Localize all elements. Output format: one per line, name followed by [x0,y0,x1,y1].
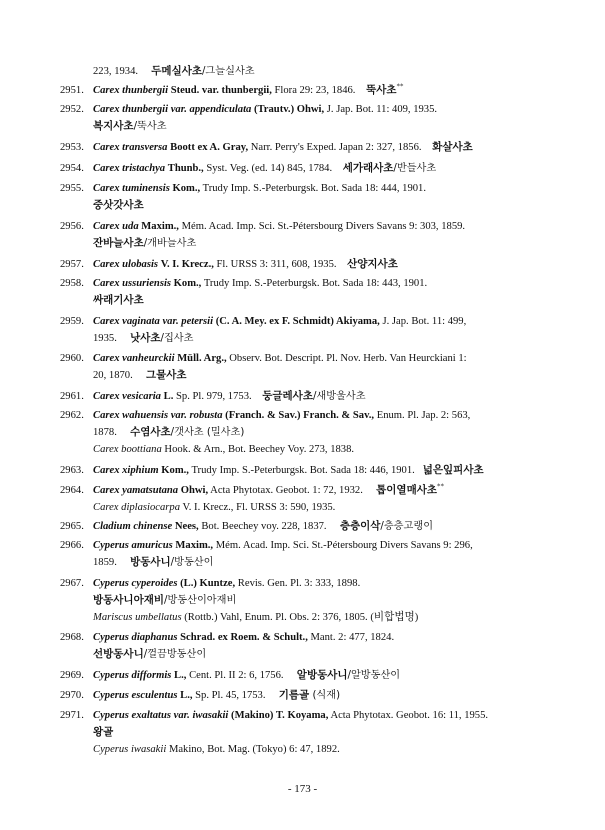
synonym-author: (Rottb.) Vahl, [184,612,243,623]
korean-alt-name: /개바늘사초 [143,238,197,249]
korean-name: 잔바늘사초 [93,237,144,249]
synonym-citation: Fl. URSS 3: 590, 1935. [236,502,336,513]
list-item [60,388,550,405]
author-text: L., [180,690,193,701]
list-item [60,407,550,458]
entry-number: 2955. [60,183,84,194]
citation-text: Flora 29: 23, 1846. [274,85,356,96]
list-item [60,218,550,252]
synonym-latin-name: Mariscus umbellatus [93,612,182,623]
latin-name: Cyperus cyperoides [93,578,178,589]
citation-text: Cent. Pl. II 2: 6, 1756. [189,670,284,681]
citation-text: Fl. URSS 3: 311, 608, 1935. [216,259,337,270]
author-text: (Makino) T. Koyama, [231,710,329,721]
korean-name: 선방동사니 [93,648,144,660]
korean-name: 낫사초 [130,332,161,344]
citation-text: Trudy Imp. S.-Peterburgsk. Bot. Sada 18: 443, 1901. [203,278,428,289]
synonym-author: Makino, [168,744,205,755]
list-item [60,575,550,626]
list-item [60,139,550,156]
synonym-latin-name: Carex boottiana [93,444,162,455]
synonym-line [60,741,550,758]
author-text: (C. A. Mey. ex F. Schmidt) Akiyama, [215,316,380,327]
entry-number: 2954. [60,163,84,174]
citation-text: 223, 1934. [93,66,139,77]
entry-continuation-line [60,554,550,571]
author-text: Kom., [173,278,202,289]
latin-name: Carex wahuensis var. robusta [93,410,223,421]
author-text: Boott ex A. Gray, [170,142,249,153]
entry-continuation-line [60,197,550,214]
entry-continuation-line [60,118,550,135]
citation-text: Trudy Imp. S.-Peterburgsk. Bot. Sada 18: 444, 1901. [202,183,426,194]
citation-text: Trudy Imp. S.-Peterburgsk. Bot. Sada 18: 446, 1901. [191,465,415,476]
citation-text: Sp. Pl. 979, 1753. [176,391,252,402]
entry-number: 2966. [60,540,84,551]
korean-name: 뚝사초 [366,84,397,96]
citation-text: 20, 1870. [93,370,133,381]
list-item [60,180,550,214]
list-item [60,160,550,177]
synonym-line [60,499,550,516]
korean-name: 방동사니 [130,556,171,568]
page-number: - 173 - [287,783,318,795]
entry-number: 2962. [60,410,84,421]
korean-name: 산양지사초 [347,258,398,270]
citation-text: Syst. Veg. (ed. 14) 845, 1784. [206,163,333,174]
entry-number: 2967. [60,578,84,589]
citation-text: 1935. [93,333,117,344]
footnote-mark: ** [396,82,404,91]
synonym-latin-name: Carex diplasiocarpa [93,502,180,513]
author-text: Maxim., [141,221,179,232]
entry-number: 2968. [60,632,84,643]
author-text: Kom., [172,183,201,194]
entry-number: 2959. [60,316,84,327]
list-item [60,313,550,347]
korean-name: 기름골 [278,689,310,701]
entry-continuation-line [60,724,550,741]
citation-text: Sp. Pl. 45, 1753. [195,690,266,701]
citation-text: Narr. Perry's Exped. Japan 2: 327, 1856. [250,142,422,153]
korean-name: 복지사초 [93,120,134,132]
korean-name: 화살사초 [432,141,473,153]
entry-continuation-line [60,235,550,252]
author-text: Steud. var. thunbergii, [170,85,272,96]
author-text: Thunb., [167,163,204,174]
author-text: V. I. Krecz., [160,259,214,270]
list-item [60,707,550,758]
korean-name: 왕골 [93,726,114,738]
latin-name: Carex yamatsutana [93,485,179,496]
citation-text: Mém. Acad. Imp. Sci. St.-Pétersbourg Divers Savans 9: 296, [215,540,473,551]
korean-name: 넓은잎피사초 [422,464,484,476]
entry-number: 2952. [60,104,84,115]
latin-name: Carex vanheurckii [93,353,175,364]
entry-number: 2969. [60,670,84,681]
citation-text: Mant. 2: 477, 1824. [310,632,395,643]
entry-number: 2958. [60,278,84,289]
korean-name: 그물사초 [145,369,187,381]
synonym-line [60,441,550,458]
citation-text: Bot. Beechey voy. 228, 1837. [201,521,327,532]
korean-name: 톱이열매사초 [376,484,437,496]
list-item [60,518,550,535]
list-item [60,256,550,273]
citation-text: Revis. Gen. Pl. 3: 333, 1898. [237,578,361,589]
list-item [60,63,550,80]
korean-alt-name: /반들사초 [393,163,437,174]
author-text: L., [174,670,187,681]
synonym-latin-name: Cyperus iwasakii [93,744,167,755]
latin-name: Carex ulobasis [93,259,159,270]
entry-number: 2970. [60,690,84,701]
synonym-line [60,609,550,626]
korean-alt-name: /뚝사초 [133,121,167,132]
korean-name: 싸래기사초 [93,294,144,306]
entry-number: 2960. [60,353,84,364]
synonym-author: V. I. Krecz., [182,502,234,513]
author-text: Nees, [174,521,199,532]
korean-alt-name: /새방울사초 [312,391,366,402]
korean-alt-name: /방동산이아재비 [164,595,237,606]
synonym-citation: Bot. Mag. (Tokyo) 6: 47, 1892. [207,744,340,755]
list-item [60,101,550,135]
latin-name: Cyperus exaltatus var. iwasakii [93,710,229,721]
citation-text: Enum. Pl. Jap. 2: 563, [376,410,471,421]
latin-name: Cyperus difformis [93,670,172,681]
entry-number: 2964. [60,485,84,496]
latin-name: Carex tristachya [93,163,166,174]
entry-continuation-line [60,63,550,80]
author-text: Maxim., [175,540,214,551]
latin-name: Carex ussuriensis [93,278,172,289]
latin-name: Cyperus amuricus [93,540,173,551]
list-item [60,687,550,704]
korean-name: 두메실사초 [151,65,202,77]
korean-name: 수염사초 [130,426,171,438]
author-text: Müll. Arg., [177,353,227,364]
korean-alt-name: /껄끔방동산이 [143,649,207,660]
citation-text: J. Jap. Bot. 11: 409, 1935. [326,104,438,115]
latin-name: Carex tuminensis [93,183,170,194]
citation-text: J. Jap. Bot. 11: 499, [382,316,467,327]
korean-alt-name: /갯사초 (밀사초) [170,427,245,438]
author-text: Ohwi, [180,485,209,496]
entry-continuation-line [60,646,550,663]
latin-name: Carex xiphium [93,465,159,476]
author-text: (Franch. & Sav.) Franch. & Sav., [225,410,375,421]
korean-alt-name: /집사초 [160,333,194,344]
citation-text: Acta Phytotax. Geobot. 1: 72, 1932. [210,485,363,496]
citation-text: Observ. Bot. Descript. Pl. Nov. Herb. Van Heurckiani 1: [229,353,467,364]
korean-alt-name: /층층고랭이 [380,521,434,532]
citation-text: 1859. [93,557,117,568]
author-text: Kom., [161,465,189,476]
entry-number: 2957. [60,259,84,270]
synonym-author: Hook. & Arn., [164,444,226,455]
entry-number: 2953. [60,142,84,153]
latin-name: Cladium chinense [93,521,173,532]
list-item [60,350,550,384]
list-item [60,537,550,571]
latin-name: Carex thunbergii var. appendiculata [93,104,252,115]
entry-continuation-line [60,367,550,384]
citation-text: Mém. Acad. Imp. Sci. St.-Pétersbourg Divers Savans 9: 303, 1859. [181,221,466,232]
list-item [60,462,550,479]
latin-name: Cyperus esculentus [93,690,178,701]
author-text: L. [163,391,174,402]
latin-name: Carex vaginata var. petersii [93,316,214,327]
list-item [60,482,550,516]
korean-name: 알방동사니 [296,669,348,681]
author-text: (L.) Kuntze, [180,578,236,589]
korean-alt-name: /방동산이 [170,557,214,568]
entry-number: 2956. [60,221,84,232]
latin-name: Carex thunbergii [93,85,169,96]
korean-name: 세가래사초 [342,162,394,174]
citation-text: 1878. [93,427,117,438]
entry-number: 2961. [60,391,84,402]
korean-alt-name: /알방동산이 [347,670,401,681]
korean-name: 방동사니아재비 [93,594,165,606]
korean-alt-name: /그늘실사초 [202,66,255,77]
korean-name: 둥글레사초 [262,390,313,402]
latin-name: Carex transversa [93,142,168,153]
korean-alt-name: (식재) [309,690,341,701]
entry-continuation-line [60,592,550,609]
entry-continuation-line [60,330,550,347]
korean-name: 층층이삭 [339,520,381,532]
latin-name: Carex vesicaria [93,391,161,402]
korean-name: 중삿갓사초 [93,199,144,211]
entry-number: 2963. [60,465,84,476]
entry-number: 2971. [60,710,84,721]
footnote-mark: ** [437,482,444,491]
synonym-citation: Enum. Pl. Obs. 2: 376, 1805. (비합법명) [244,612,419,623]
entry-continuation-line [60,424,550,441]
list-item [60,82,550,99]
synonym-citation: Bot. Beechey Voy. 273, 1838. [228,444,355,455]
latin-name: Cyperus diaphanus [93,632,178,643]
list-item [60,629,550,663]
author-text: Schrad. ex Roem. & Schult., [180,632,308,643]
entry-continuation-line [60,292,550,309]
latin-name: Carex uda [93,221,139,232]
list-item [60,275,550,309]
citation-text: Acta Phytotax. Geobot. 16: 11, 1955. [330,710,489,721]
entry-number: 2965. [60,521,84,532]
author-text: (Trautv.) Ohwi, [254,104,325,115]
entry-number: 2951. [60,85,84,96]
list-item [60,667,550,684]
